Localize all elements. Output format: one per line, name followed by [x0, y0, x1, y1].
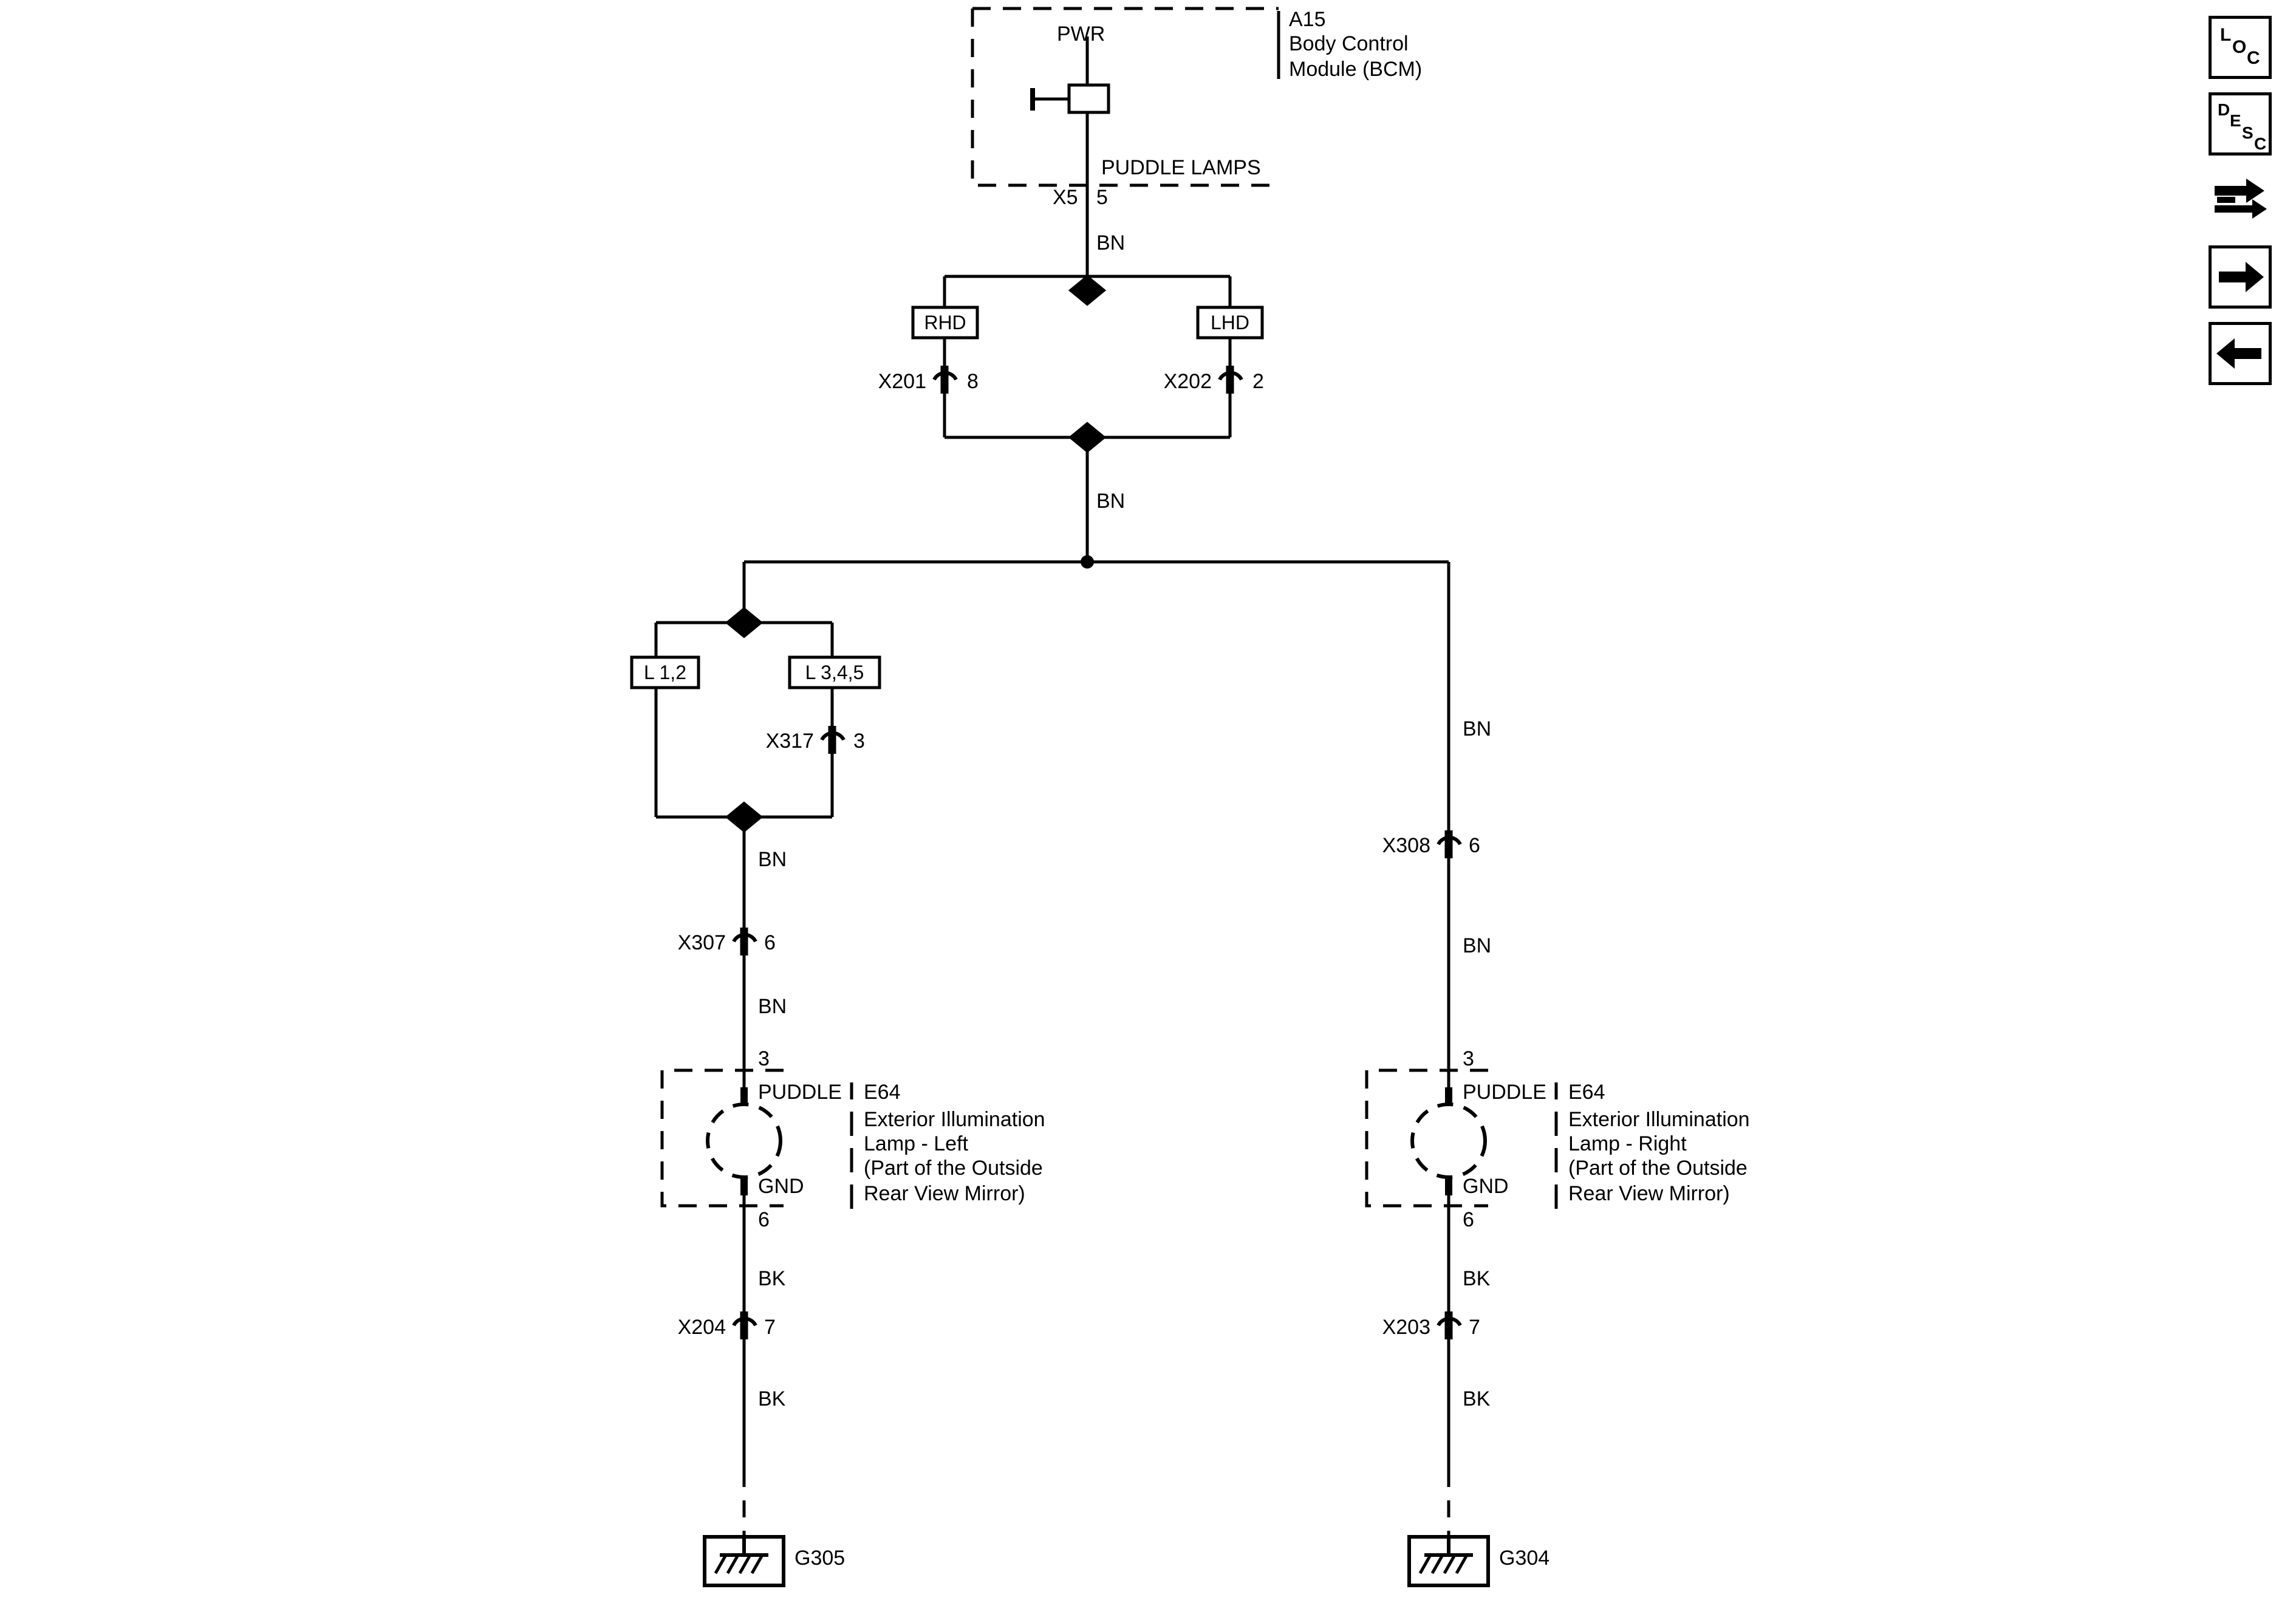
loc-letter-c: C: [2247, 48, 2260, 68]
l12-option-label: L 1,2: [644, 662, 686, 683]
wire-color-bcm-out: BN: [1096, 231, 1126, 255]
left-lamp-desc-4: Rear View Mirror): [864, 1182, 1025, 1205]
arrow-right-icon: [2212, 248, 2269, 306]
wire-color-right-gnd-2: BK: [1463, 1387, 1491, 1410]
wire-color-right-2: BN: [1463, 934, 1492, 957]
desc-letter-c: C: [2254, 134, 2267, 153]
x204-pin-label: 7: [764, 1316, 776, 1339]
highlight-path-button[interactable]: [2209, 169, 2272, 232]
x204-connector-label: X204: [677, 1316, 726, 1339]
desc-letter-e: E: [2230, 111, 2241, 130]
x307-connector-label: X307: [677, 931, 726, 954]
next-button[interactable]: [2209, 245, 2272, 309]
left-lamp-id: E64: [864, 1081, 901, 1104]
rhd-option-label: RHD: [924, 312, 966, 333]
x203-connector-label: X203: [1382, 1316, 1430, 1339]
location-button[interactable]: [2209, 16, 2272, 79]
bcm-output-label: PUDDLE LAMPS: [1101, 156, 1261, 179]
x201-connector-label: X201: [878, 370, 926, 393]
right-lamp-terminal-bottom: GND: [1463, 1175, 1509, 1198]
bcm-id-label: A15: [1289, 8, 1326, 31]
x202-connector-label: X202: [1163, 370, 1212, 393]
wire-color-left-gnd-1: BK: [758, 1267, 786, 1290]
x317-connector-label: X317: [765, 730, 814, 753]
g304-ground-label: G304: [1499, 1547, 1550, 1570]
left-lamp-terminal-top: PUDDLE: [758, 1081, 842, 1104]
description-button[interactable]: [2209, 92, 2272, 156]
x317-pin-label: 3: [853, 730, 865, 753]
bcm-name-line2: Module (BCM): [1289, 58, 1423, 81]
wire-color-left-1: BN: [758, 848, 787, 871]
right-lamp-pin-bottom: 6: [1463, 1208, 1474, 1231]
l345-option-label: L 3,4,5: [805, 662, 864, 683]
wire-color-right-1: BN: [1463, 717, 1492, 740]
right-lamp-pin-top: 3: [1463, 1047, 1474, 1070]
right-lamp-desc-4: Rear View Mirror): [1568, 1182, 1730, 1205]
g305-ground-label: G305: [794, 1547, 846, 1570]
highlight-path-icon: [2209, 169, 2272, 232]
x202-pin-label: 2: [1252, 370, 1264, 393]
loc-letter-o: O: [2232, 37, 2247, 57]
bcm-switch-body: [1069, 85, 1109, 112]
right-lamp-desc-2: Lamp - Right: [1568, 1132, 1687, 1155]
x203-pin-label: 7: [1469, 1316, 1480, 1339]
loc-letter-l: L: [2220, 25, 2232, 45]
arrow-left-icon: [2212, 325, 2269, 382]
x307-pin-label: 6: [764, 931, 776, 954]
right-lamp-desc-1: Exterior Illumination: [1568, 1108, 1750, 1131]
right-lamp-bulb: [1412, 1104, 1485, 1177]
wire-color-after-splice: BN: [1096, 490, 1126, 513]
bcm-connector-label: X5: [1053, 186, 1078, 209]
left-lamp-pin-bottom: 6: [758, 1208, 770, 1231]
bcm-pwr-label: PWR: [1057, 22, 1105, 46]
x201-pin-label: 8: [967, 370, 979, 393]
left-lamp-terminal-bottom: GND: [758, 1175, 804, 1198]
desc-letter-d: D: [2218, 100, 2230, 119]
desc-letter-s: S: [2242, 123, 2253, 142]
right-lamp-terminal-top: PUDDLE: [1463, 1081, 1546, 1104]
previous-button[interactable]: [2209, 322, 2272, 385]
left-lamp-bulb: [708, 1104, 781, 1177]
left-lamp-desc-2: Lamp - Left: [864, 1132, 968, 1155]
wire-color-left-gnd-2: BK: [758, 1387, 786, 1410]
option-splice-top: [1070, 276, 1104, 304]
wire-color-right-gnd-1: BK: [1463, 1267, 1491, 1290]
x308-pin-label: 6: [1469, 834, 1480, 857]
wire-color-left-2: BN: [758, 995, 787, 1018]
right-lamp-id: E64: [1568, 1081, 1605, 1104]
bcm-name-line1: Body Control: [1289, 32, 1409, 55]
x308-connector-label: X308: [1382, 834, 1430, 857]
right-lamp-desc-3: (Part of the Outside: [1568, 1157, 1748, 1180]
toolbar: [2209, 16, 2281, 398]
left-lamp-pin-top: 3: [758, 1047, 770, 1070]
splice-dot: [1081, 555, 1094, 569]
lhd-option-label: LHD: [1210, 312, 1249, 333]
left-lamp-desc-1: Exterior Illumination: [864, 1108, 1045, 1131]
left-lamp-desc-3: (Part of the Outside: [864, 1157, 1043, 1180]
bcm-pin-label: 5: [1096, 186, 1108, 209]
